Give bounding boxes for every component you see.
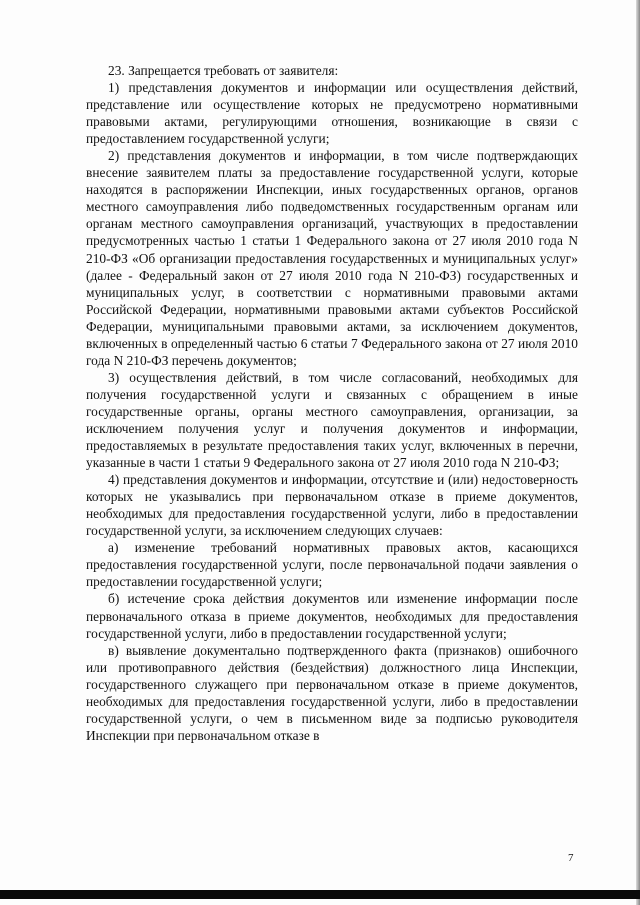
paragraph-case-b: б) истечение срока действия документов или изменение информации после первоначального отказа в приеме документов, необходимых для предоставления государственной услуги, либо в предоставлении государственной услуги;: [86, 591, 578, 641]
document-body: [86, 62, 578, 744]
paragraph-case-a: а) изменение требований нормативных правовых актов, касающихся предоставления государственной услуги, после первоначальной подачи заявления о предоставлении государственной услуги;: [86, 540, 578, 590]
paragraph-item-23-heading: 23. Запрещается требовать от заявителя:: [108, 63, 339, 78]
paragraph-case-v: в) выявление документально подтвержденного факта (признаков) ошибочного или противоправного действия (бездействия) должностного лица Инспекции, государственного служащего при первоначальном отказе в приеме документов, необходимых для предоставления государственной услуги, либо в предоставлении государственной услуги, о чем в письменном виде за подписью руководителя Инспекции при первоначальном отказе в: [86, 642, 578, 743]
page-number: 7: [568, 852, 574, 864]
paragraph-subitem-1: 1) представления документов и информации или осуществления действий, представление или осуществление которых не предусмотрено нормативными правовыми актами, регулирующими отношения, возникающие в связи с предоставлением государственной услуги;: [86, 80, 578, 147]
page-edge-shadow: [636, 0, 640, 905]
paragraph-subitem-2: 2) представления документов и информации, в том числе подтверждающих внесение заявителем платы за предоставление государственной услуги, которые находятся в распоряжении Инспекции, иных государственных органов, органов местного самоуправления либо подведомственных государственным органам или органам местного самоуправления организаций, участвующих в предоставлении предусмотренных частью 1 статьи 1 Федерального закона от 27 июля 2010 года N 210-ФЗ «Об организации предоставления государственных и муниципальных услуг» (далее - Федеральный закон от 27 июля 2010 года N 210-ФЗ) государственных и муниципальных услуг, в соответствии с нормативными правовыми актами Российской Федерации, нормативными правовыми актами субъектов Российской Федерации, муниципальными правовыми актами, за исключением документов, включенных в определенный частью 6 статьи 7 Федерального закона от 27 июля 2010 года N 210-ФЗ перечень документов;: [86, 148, 578, 368]
paragraph-subitem-4: 4) представления документов и информации, отсутствие и (или) недостоверность которых не указывались при первоначальном отказе в приеме документов, необходимых для предоставления государственной услуги, либо в предоставлении государственной услуги, за исключением следующих случаев:: [86, 472, 578, 539]
paragraph-subitem-3: 3) осуществления действий, в том числе согласований, необходимых для получения государственной услуги и связанных с обращением в иные государственные органы, органы местного самоуправления, организации, за исключением получения услуг и получения документов и информации, предоставляемых в результате предоставления таких услуг, включенных в перечни, указанные в части 1 статьи 9 Федерального закона от 27 июля 2010 года N 210-ФЗ;: [86, 369, 578, 471]
scan-bottom-border: [0, 890, 640, 899]
